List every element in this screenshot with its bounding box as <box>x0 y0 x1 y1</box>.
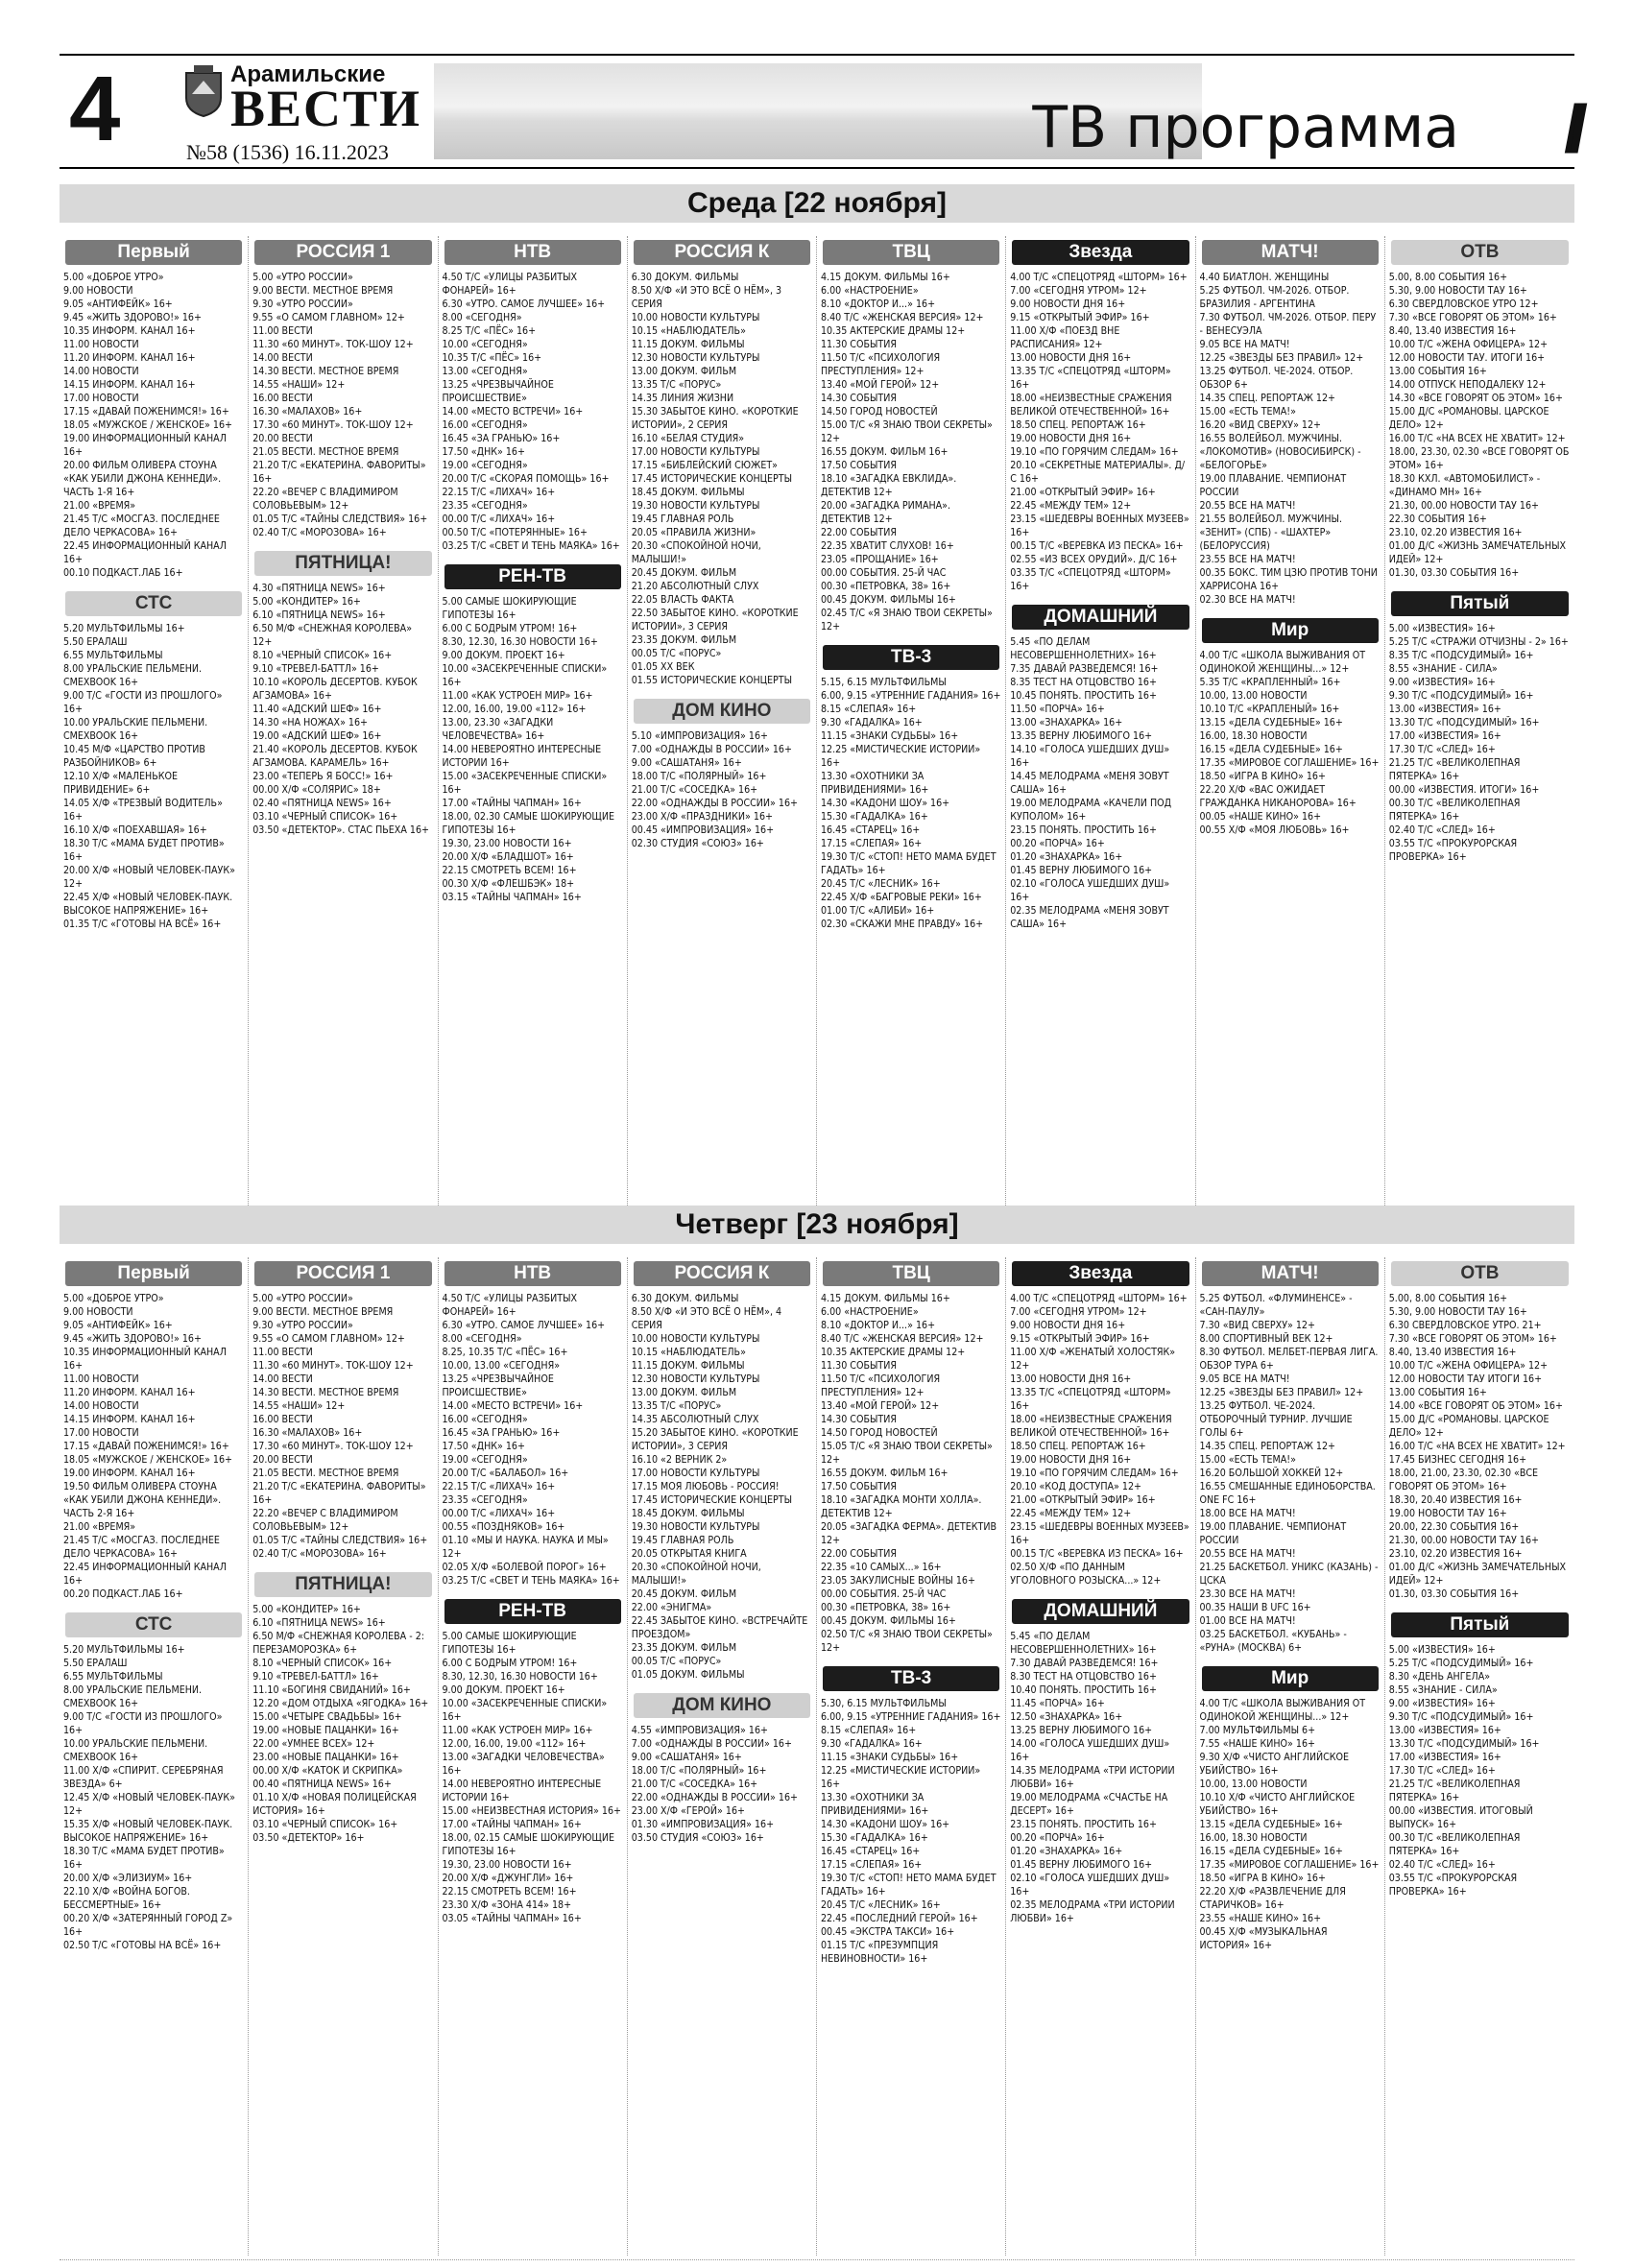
channel-logo-тв-3: ТВ-3 <box>823 1666 999 1691</box>
channel-column <box>1385 1257 1574 2256</box>
block-spacer <box>252 837 433 845</box>
program-listing: 4.15 ДОКУМ. ФИЛЬМЫ 16+ 6.00 «НАСТРОЕНИЕ» 8.10 «ДОКТОР И...» 16+ 8.40 Т/С «ЖЕНСКАЯ ВЕРСИЯ» 12+ 10.35 АКТЕРСКИЕ ДРАМЫ 12+ 11.30 СОБЫТИЯ 11.50 Т/С «ПСИХОЛОГИЯ ПРЕСТУПЛЕНИЯ» 12+ 13.40 «МОЙ ГЕРОЙ» 12+ 14.30 СОБЫТИЯ 14.50 ГОРОД НОВОСТЕЙ 15.00 Т/С «Я ЗНАЮ ТВОИ СЕКРЕТЫ» 12+ 16.55 ДОКУМ. ФИЛЬМ 16+ 17.50 СОБЫТИЯ 18.10 «ЗАГАДКА ЕВКЛИДА». ДЕТЕКТИВ 12+ 20.00 «ЗАГАДКА РИМАНА». ДЕТЕКТИВ 12+ 22.00 СОБЫТИЯ 22.35 ХВАТИТ СЛУХОВ! 16+ 23.05 «ПРОЩАНИЕ» 16+ 00.00 СОБЫТИЯ. 25-Й ЧАС 00.30 «ПЕТРОВКА, 38» 16+ 00.45 ДОКУМ. ФИЛЬМЫ 16+ 02.45 Т/С «Я ЗНАЮ ТВОИ СЕКРЕТЫ» 12+ <box>821 272 993 633</box>
block-spacer <box>252 539 433 547</box>
block-spacer <box>1389 1601 1571 1609</box>
block-spacer <box>443 1588 623 1595</box>
program-listing: 5.45 «ПО ДЕЛАМ НЕСОВЕРШЕННОЛЕТНИХ» 16+ 7.30 ДАВАЙ РАЗВЕДЕМСЯ! 16+ 8.30 ТЕСТ НА ОТЦОВСТВО 16+ 10.40 ПОНЯТЬ. ПРОСТИТЬ 16+ 11.45 «ПОРЧА» 16+ 12.50 «ЗНАХАРКА» 16+ 13.25 ВЕРНУ ЛЮБИМОГО 16+ 14.00 «ГОЛОСА УШЕДШИХ ДУШ» 16+ 14.35 МЕЛОДРАМА «ТРИ ИСТОРИИ ЛЮБВИ» 16+ 19.00 МЕЛОДРАМА «СЧАСТЬЕ НА ДЕСЕРТ» 16+ 23.15 ПОНЯТЬ. ПРОСТИТЬ 16+ 00.20 «ПОРЧА» 16+ 01.20 «ЗНАХАРКА» 16+ 01.45 ВЕРНУ ЛЮБИМОГО 16+ 02.10 «ГОЛОСА УШЕДШИХ ДУШ» 16+ 02.35 МЕЛОДРАМА «ТРИ ИСТОРИИ ЛЮБВИ» 16+ <box>1010 1631 1175 1924</box>
block-spacer <box>63 931 244 939</box>
schedule-grid <box>60 236 1574 1206</box>
paper-logo <box>184 61 463 167</box>
program-listing: 5.20 МУЛЬТФИЛЬМЫ 16+ 5.50 ЕРАЛАШ 6.55 МУЛЬТФИЛЬМЫ 8.00 УРАЛЬСКИЕ ПЕЛЬМЕНИ. СМЕХBOOK 16+ 9.00 Т/С «ГОСТИ ИЗ ПРОШЛОГО» 16+ 10.00 УРАЛЬСКИЕ ПЕЛЬМЕНИ. СМЕХBOOK 16+ 10.45 М/Ф «ЦАРСТВО ПРОТИВ РАЗБОЙНИКОВ» 6+ 12.10 Х/Ф «МАЛЕНЬКОЕ ПРИВИДЕНИЕ» 6+ 14.05 Х/Ф «ТРЕЗВЫЙ ВОДИТЕЛЬ» 16+ 16.10 Х/Ф «ПОЕХАВШАЯ» 16+ 18.30 Т/С «МАМА БУДЕТ ПРОТИВ» 16+ 20.00 Х/Ф «НОВЫЙ ЧЕЛОВЕК-ПАУК» 12+ 22.45 Х/Ф «НОВЫЙ ЧЕЛОВЕК-ПАУК. ВЫСОКОЕ НАПРЯЖЕНИЕ» 16+ 01.35 Т/С «ГОТОВЫ НА ВСЁ» 16+ <box>63 623 235 930</box>
program-listing: 5.00, 8.00 СОБЫТИЯ 16+ 5.30, 9.00 НОВОСТИ ТАУ 16+ 6.30 СВЕРДЛОВСКОЕ УТРО. 21+ 7.30 «ВСЕ ГОВОРЯТ ОБ ЭТОМ» 16+ 8.40, 13.40 ИЗВЕСТИЯ 16+ 10.00 Т/С «ЖЕНА ОФИЦЕРА» 12+ 12.00 НОВОСТИ ТАУ ИТОГИ 16+ 13.00 СОБЫТИЯ 16+ 14.00 «ВСЕ ГОВОРЯТ ОБ ЭТОМ» 16+ 15.00 Д/С «РОМАНОВЫ. ЦАРСКОЕ ДЕЛО» 12+ 16.00 Т/С «НА ВСЕХ НЕ ХВАТИТ» 12+ 17.45 БИЗНЕС СЕГОДНЯ 16+ 18.00, 21.00, 23.30, 02.30 «ВСЕ ГОВОРЯТ ОБ ЭТОМ» 16+ 18.30, 20.40 ИЗВЕСТИЯ 16+ 19.00 НОВОСТИ ТАУ 16+ 20.00, 22.30 СОБЫТИЯ 16+ 21.30, 00.00 НОВОСТИ ТАУ 16+ 23.10, 02.20 ИЗВЕСТИЯ 16+ 01.00 Д/С «ЖИЗНЬ ЗАМЕЧАТЕЛЬНЫХ ИДЕЙ» 12+ 01.30, 03.30 СОБЫТИЯ 16+ <box>1388 1293 1567 1600</box>
program-listing: 4.55 «ИМПРОВИЗАЦИЯ» 16+ 7.00 «ОДНАЖДЫ В РОССИИ» 16+ 9.00 «САШАТАНЯ» 16+ 18.00 Т/С «ПОЛЯРНЫЙ» 16+ 21.00 Т/С «СОСЕДКА» 16+ 22.00 «ОДНАЖДЫ В РОССИИ» 16+ 23.00 Х/Ф «ГЕРОЙ» 16+ 01.30 «ИМПРОВИЗАЦИЯ» 16+ 03.50 СТУДИЯ «СОЮЗ» 16+ <box>631 1725 799 1844</box>
program-listing: 4.30 «ПЯТНИЦА NEWS» 16+ 5.00 «КОНДИТЕР» 16+ 6.10 «ПЯТНИЦА NEWS» 16+ 6.50 М/Ф «СНЕЖНАЯ КОРОЛЕВА» 12+ 8.10 «ЧЕРНЫЙ СПИСОК» 16+ 9.10 «ТРЕВЕЛ-БАТТЛ» 16+ 10.10 «КОРОЛЬ ДЕСЕРТОВ. КУБОК АГЗАМОВА» 16+ 11.40 «АДСКИЙ ШЕФ» 16+ 14.30 «НА НОЖАХ» 16+ 19.00 «АДСКИЙ ШЕФ» 16+ 21.40 «КОРОЛЬ ДЕСЕРТОВ. КУБОК АГЗАМОВА. КАРАМЕЛЬ» 16+ 23.00 «ТЕПЕРЬ Я БОСС!» 16+ 00.00 Х/Ф «СОЛЯРИС» 18+ 02.40 «ПЯТНИЦА NEWS» 16+ 03.10 «ЧЕРНЫЙ СПИСОК» 16+ 03.50 «ДЕТЕКТОР». СТАС ПЬЕХА 16+ <box>252 583 429 836</box>
block-spacer <box>1200 837 1381 845</box>
channel-logo-отв: ОТВ <box>1391 1261 1569 1286</box>
program-listing: 5.00 «УТРО РОССИИ» 9.00 ВЕСТИ. МЕСТНОЕ ВРЕМЯ 9.30 «УТРО РОССИИ» 9.55 «О САМОМ ГЛАВНОМ» 12+ 11.00 ВЕСТИ 11.30 «60 МИНУТ». ТОК-ШОУ 12+ 14.00 ВЕСТИ 14.30 ВЕСТИ. МЕСТНОЕ ВРЕМЯ 14.55 «НАШИ» 12+ 16.00 ВЕСТИ 16.30 «МАЛАХОВ» 16+ 17.30 «60 МИНУТ». ТОК-ШОУ 12+ 20.00 ВЕСТИ 21.05 ВЕСТИ. МЕСТНОЕ ВРЕМЯ 21.20 Т/С «ЕКАТЕРИНА. ФАВОРИТЫ» 16+ 22.20 «ВЕЧЕР С ВЛАДИМИРОМ СОЛОВЬЕВЫМ» 12+ 01.05 Т/С «ТАЙНЫ СЛЕДСТВИЯ» 16+ 02.40 Т/С «МОРОЗОВА» 16+ <box>252 272 428 538</box>
channel-logo-звезда: Звезда <box>1012 240 1189 265</box>
newspaper-page <box>60 54 1574 1965</box>
slashes-decoration: // <box>1564 91 1574 166</box>
channel-logo-тв-3: ТВ-3 <box>823 645 999 670</box>
block-spacer <box>252 1845 433 1852</box>
program-listing: 4.50 Т/С «УЛИЦЫ РАЗБИТЫХ ФОНАРЕЙ» 16+ 6.30 «УТРО. САМОЕ ЛУЧШЕЕ» 16+ 8.00 «СЕГОДНЯ» 8.25 Т/С «ПЁС» 16+ 10.00 «СЕГОДНЯ» 10.35 Т/С «ПЁС» 16+ 13.00 «СЕГОДНЯ» 13.25 «ЧРЕЗВЫЧАЙНОЕ ПРОИСШЕСТВИЕ» 14.00 «МЕСТО ВСТРЕЧИ» 16+ 16.00 «СЕГОДНЯ» 16.45 «ЗА ГРАНЬЮ» 16+ 17.50 «ДНК» 16+ 19.00 «СЕГОДНЯ» 20.00 Т/С «СКОРАЯ ПОМОЩЬ» 16+ 22.15 Т/С «ЛИХАЧ» 16+ 23.35 «СЕГОДНЯ» 00.00 Т/С «ЛИХАЧ» 16+ 00.50 Т/С «ПОТЕРЯННЫЕ» 16+ 03.25 Т/С «СВЕТ И ТЕНЬ МАЯКА» 16+ <box>442 272 620 552</box>
section-title: ТВ программа <box>1032 94 1459 161</box>
block-spacer <box>252 1561 433 1568</box>
day-title: Среда [22 ноября] <box>60 184 1574 223</box>
channel-logo-нтв: НТВ <box>444 240 621 265</box>
channel-column <box>628 1257 817 2256</box>
block-spacer <box>1200 1655 1381 1662</box>
block-spacer <box>63 1952 244 1960</box>
channel-logo-нтв: НТВ <box>444 1261 621 1286</box>
channel-logo-домашний: ДОМАШНИЙ <box>1012 605 1189 630</box>
program-listing: 4.50 Т/С «УЛИЦЫ РАЗБИТЫХ ФОНАРЕЙ» 16+ 6.30 «УТРО. САМОЕ ЛУЧШЕЕ» 16+ 8.00 «СЕГОДНЯ» 8.25, 10.35 Т/С «ПЁС» 16+ 10.00, 13.00 «СЕГОДНЯ» 13.25 «ЧРЕЗВЫЧАЙНОЕ ПРОИСШЕСТВИЕ» 14.00 «МЕСТО ВСТРЕЧИ» 16+ 16.00 «СЕГОДНЯ» 16.45 «ЗА ГРАНЬЮ» 16+ 17.50 «ДНК» 16+ 19.00 «СЕГОДНЯ» 20.00 Т/С «БАЛАБОЛ» 16+ 22.15 Т/С «ЛИХАЧ» 16+ 23.35 «СЕГОДНЯ» 00.00 Т/С «ЛИХАЧ» 16+ 00.55 «ПОЗДНЯКОВ» 16+ 01.10 «МЫ И НАУКА. НАУКА И МЫ» 12+ 02.05 Х/Ф «БОЛЕВОЙ ПОРОГ» 16+ 03.25 Т/С «СВЕТ И ТЕНЬ МАЯКА» 16+ <box>442 1293 620 1587</box>
coat-of-arms-icon <box>184 65 223 117</box>
channel-logo-звезда: Звезда <box>1012 1261 1189 1286</box>
channel-column <box>60 236 249 1206</box>
block-spacer <box>821 1966 1001 1973</box>
block-spacer <box>63 1601 244 1609</box>
program-listing: 5.00 САМЫЕ ШОКИРУЮЩИЕ ГИПОТЕЗЫ 16+ 6.00 С БОДРЫМ УТРОМ! 16+ 8.30, 12.30, 16.30 НОВОСТИ 16+ 9.00 ДОКУМ. ПРОЕКТ 16+ 10.00 «ЗАСЕКРЕЧЕННЫЕ СПИСКИ» 16+ 11.00 «КАК УСТРОЕН МИР» 16+ 12.00, 16.00, 19.00 «112» 16+ 13.00 «ЗАГАДКИ ЧЕЛОВЕЧЕСТВА» 16+ 14.00 НЕВЕРОЯТНО ИНТЕРЕСНЫЕ ИСТОРИИ 16+ 15.00 «НЕИЗВЕСТНАЯ ИСТОРИЯ» 16+ 17.00 «ТАЙНЫ ЧАПМАН» 16+ 18.00, 02.15 САМЫЕ ШОКИРУЮЩИЕ ГИПОТЕЗЫ 16+ 19.30, 23.00 НОВОСТИ 16+ 20.00 Х/Ф «ДЖУНГЛИ» 16+ 22.15 СМОТРЕТЬ ВСЕМ! 16+ 23.30 Х/Ф «ЗОНА 414» 18+ 03.05 «ТАЙНЫ ЧАПМАН» 16+ <box>442 1631 621 1924</box>
block-spacer <box>1389 1898 1571 1906</box>
channel-logo-россия-1: РОССИЯ 1 <box>254 240 431 265</box>
block-spacer <box>1010 1588 1190 1595</box>
block-spacer <box>632 850 812 858</box>
channel-column <box>1196 236 1385 1206</box>
program-listing: 5.00 САМЫЕ ШОКИРУЮЩИЕ ГИПОТЕЗЫ 16+ 6.00 С БОДРЫМ УТРОМ! 16+ 8.30, 12.30, 16.30 НОВОСТИ 16+ 9.00 ДОКУМ. ПРОЕКТ 16+ 10.00 «ЗАСЕКРЕЧЕННЫЕ СПИСКИ» 16+ 11.00 «КАК УСТРОЕН МИР» 16+ 12.00, 16.00, 19.00 «112» 16+ 13.00, 23.30 «ЗАГАДКИ ЧЕЛОВЕЧЕСТВА» 16+ 14.00 НЕВЕРОЯТНО ИНТЕРЕСНЫЕ ИСТОРИИ 16+ 15.00 «ЗАСЕКРЕЧЕННЫЕ СПИСКИ» 16+ 17.00 «ТАЙНЫ ЧАПМАН» 16+ 18.00, 02.30 САМЫЕ ШОКИРУЮЩИЕ ГИПОТЕЗЫ 16+ 19.30, 23.00 НОВОСТИ 16+ 20.00 Х/Ф «БЛАДШОТ» 16+ 22.15 СМОТРЕТЬ ВСЕМ! 16+ 00.30 Х/Ф «ФЛЕШБЭК» 18+ 03.15 «ТАЙНЫ ЧАПМАН» 16+ <box>442 596 614 903</box>
block-spacer <box>1010 593 1190 601</box>
channel-logo-дом-кино: ДОМ КИНО <box>634 1693 810 1718</box>
block-spacer <box>1010 931 1190 939</box>
channel-column <box>817 1257 1006 2256</box>
channel-column <box>249 1257 438 2256</box>
program-listing: 5.20 МУЛЬТФИЛЬМЫ 16+ 5.50 ЕРАЛАШ 6.55 МУЛЬТФИЛЬМЫ 8.00 УРАЛЬСКИЕ ПЕЛЬМЕНИ. СМЕХBOOK 16+ 9.00 Т/С «ГОСТИ ИЗ ПРОШЛОГО» 16+ 10.00 УРАЛЬСКИЕ ПЕЛЬМЕНИ. СМЕХBOOK 16+ 11.00 Х/Ф «СПИРИТ. СЕРЕБРЯНАЯ ЗВЕЗДА» 6+ 12.45 Х/Ф «НОВЫЙ ЧЕЛОВЕК-ПАУК» 12+ 15.35 Х/Ф «НОВЫЙ ЧЕЛОВЕК-ПАУК. ВЫСОКОЕ НАПРЯЖЕНИЕ» 16+ 18.30 Т/С «МАМА БУДЕТ ПРОТИВ» 16+ 20.00 Х/Ф «ЭЛИЗИУМ» 16+ 22.10 Х/Ф «ВОЙНА БОГОВ. БЕССМЕРТНЫЕ» 16+ 00.20 Х/Ф «ЗАТЕРЯННЫЙ ГОРОД Z» 16+ 02.50 Т/С «ГОТОВЫ НА ВСЁ» 16+ <box>63 1644 235 1951</box>
block-spacer <box>821 633 1001 641</box>
program-listing: 4.00 Т/С «СПЕЦОТРЯД «ШТОРМ» 16+ 7.00 «СЕГОДНЯ УТРОМ» 12+ 9.00 НОВОСТИ ДНЯ 16+ 9.15 «ОТКРЫТЫЙ ЭФИР» 16+ 11.00 Х/Ф «ЖЕНАТЫЙ ХОЛОСТЯК» 12+ 13.00 НОВОСТИ ДНЯ 16+ 13.35 Т/С «СПЕЦОТРЯД «ШТОРМ» 16+ 18.00 «НЕИЗВЕСТНЫЕ СРАЖЕНИЯ ВЕЛИКОЙ ОТЕЧЕСТВЕННОЙ» 16+ 18.50 СПЕЦ. РЕПОРТАЖ 16+ 19.00 НОВОСТИ ДНЯ 16+ 19.10 «ПО ГОРЯЧИМ СЛЕДАМ» 16+ 20.10 «КОД ДОСТУПА» 12+ 21.00 «ОТКРЫТЫЙ ЭФИР» 16+ 22.45 «МЕЖДУ ТЕМ» 12+ 23.15 «ШЕДЕВРЫ ВОЕННЫХ МУЗЕЕВ» 16+ 00.15 Т/С «ВЕРЕВКА ИЗ ПЕСКА» 16+ 02.50 Х/Ф «ПО ДАННЫМ УГОЛОВНОГО РОЗЫСКА...» 12+ <box>1010 1293 1189 1587</box>
program-listing: 4.00 Т/С «СПЕЦОТРЯД «ШТОРМ» 16+ 7.00 «СЕГОДНЯ УТРОМ» 12+ 9.00 НОВОСТИ ДНЯ 16+ 9.15 «ОТКРЫТЫЙ ЭФИР» 16+ 11.00 Х/Ф «ПОЕЗД ВНЕ РАСПИСАНИЯ» 12+ 13.00 НОВОСТИ ДНЯ 16+ 13.35 Т/С «СПЕЦОТРЯД «ШТОРМ» 16+ 18.00 «НЕИЗВЕСТНЫЕ СРАЖЕНИЯ ВЕЛИКОЙ ОТЕЧЕСТВЕННОЙ» 16+ 18.50 СПЕЦ. РЕПОРТАЖ 16+ 19.00 НОВОСТИ ДНЯ 16+ 19.10 «ПО ГОРЯЧИМ СЛЕДАМ» 16+ 20.10 «СЕКРЕТНЫЕ МАТЕРИАЛЫ». Д/С 16+ 21.00 «ОТКРЫТЫЙ ЭФИР» 16+ 22.45 «МЕЖДУ ТЕМ» 12+ 23.15 «ШЕДЕВРЫ ВОЕННЫХ МУЗЕЕВ» 16+ 00.15 Т/С «ВЕРЕВКА ИЗ ПЕСКА» 16+ 02.55 «ИЗ ВСЕХ ОРУДИЙ». Д/С 16+ 03.35 Т/С «СПЕЦОТРЯД «ШТОРМ» 16+ <box>1010 272 1189 592</box>
program-listing: 5.00 «ИЗВЕСТИЯ» 16+ 5.25 Т/С «ПОДСУДИМЫЙ» 16+ 8.30 «ДЕНЬ АНГЕЛА» 8.55 «ЗНАНИЕ - СИЛА» 9.00 «ИЗВЕСТИЯ» 16+ 9.30 Т/С «ПОДСУДИМЫЙ» 16+ 13.00 «ИЗВЕСТИЯ» 16+ 13.30 Т/С «ПОДСУДИМЫЙ» 16+ 17.00 «ИЗВЕСТИЯ» 16+ 17.30 Т/С «СЛЕД» 16+ 21.25 Т/С «ВЕЛИКОЛЕПНАЯ ПЯТЕРКА» 16+ 00.00 «ИЗВЕСТИЯ. ИТОГОВЫЙ ВЫПУСК» 16+ 00.30 Т/С «ВЕЛИКОЛЕПНАЯ ПЯТЕРКА» 16+ 02.40 Т/С «СЛЕД» 16+ 03.55 Т/С «ПРОКУРОРСКАЯ ПРОВЕРКА» 16+ <box>1388 1644 1540 1898</box>
program-listing: 6.30 ДОКУМ. ФИЛЬМЫ 8.50 Х/Ф «И ЭТО ВСЁ О НЁМ», 3 СЕРИЯ 10.00 НОВОСТИ КУЛЬТУРЫ 10.15 «НАБЛЮДАТЕЛЬ» 11.15 ДОКУМ. ФИЛЬМЫ 12.30 НОВОСТИ КУЛЬТУРЫ 13.00 ДОКУМ. ФИЛЬМ 13.35 Т/С «ПОРУС» 14.35 ЛИНИЯ ЖИЗНИ 15.30 ЗАБЫТОЕ КИНО. «КОРОТКИЕ ИСТОРИИ», 2 СЕРИЯ 16.10 «БЕЛАЯ СТУДИЯ» 17.00 НОВОСТИ КУЛЬТУРЫ 17.15 «БИБЛЕЙСКИЙ СЮЖЕТ» 17.45 ИСТОРИЧЕСКИЕ КОНЦЕРТЫ 18.45 ДОКУМ. ФИЛЬМЫ 19.30 НОВОСТИ КУЛЬТУРЫ 19.45 ГЛАВНАЯ РОЛЬ 20.05 «ПРАВИЛА ЖИЗНИ» 20.30 «СПОКОЙНОЙ НОЧИ, МАЛЫШИ!» 20.45 ДОКУМ. ФИЛЬМ 21.20 АБСОЛЮТНЫЙ СЛУХ 22.05 ВЛАСТЬ ФАКТА 22.50 ЗАБЫТОЕ КИНО. «КОРОТКИЕ ИСТОРИИ», 3 СЕРИЯ 23.35 ДОКУМ. ФИЛЬМ 00.05 Т/С «ПОРУС» 01.05 ХХ ВЕК 01.55 ИСТОРИЧЕСКИЕ КОНЦЕРТЫ <box>631 272 799 686</box>
block-spacer <box>821 931 1001 939</box>
program-listing: 6.30 ДОКУМ. ФИЛЬМЫ 8.50 Х/Ф «И ЭТО ВСЁ О НЁМ», 4 СЕРИЯ 10.00 НОВОСТИ КУЛЬТУРЫ 10.15 «НАБЛЮДАТЕЛЬ» 11.15 ДОКУМ. ФИЛЬМЫ 12.30 НОВОСТИ КУЛЬТУРЫ 13.00 ДОКУМ. ФИЛЬМ 13.35 Т/С «ПОРУС» 14.35 АБСОЛЮТНЫЙ СЛУХ 15.20 ЗАБЫТОЕ КИНО. «КОРОТКИЕ ИСТОРИИ», 3 СЕРИЯ 16.10 «2 ВЕРНИК 2» 17.00 НОВОСТИ КУЛЬТУРЫ 17.15 МОЯ ЛЮБОВЬ - РОССИЯ! 17.45 ИСТОРИЧЕСКИЕ КОНЦЕРТЫ 18.45 ДОКУМ. ФИЛЬМЫ 19.30 НОВОСТИ КУЛЬТУРЫ 19.45 ГЛАВНАЯ РОЛЬ 20.05 ОТКРЫТАЯ КНИГА 20.30 «СПОКОЙНОЙ НОЧИ, МАЛЫШИ!» 20.45 ДОКУМ. ФИЛЬМ 22.00 «ЭНИГМА» 22.45 ЗАБЫТОЕ КИНО. «ВСТРЕЧАЙТЕ ПРОЕЗДОМ» 23.35 ДОКУМ. ФИЛЬМ 00.05 Т/С «ПОРУС» 01.05 ДОКУМ. ФИЛЬМЫ <box>631 1293 808 1681</box>
block-spacer <box>443 904 623 912</box>
channel-logo-пятый: Пятый <box>1391 591 1569 616</box>
block-spacer <box>1010 1925 1190 1933</box>
channel-column <box>1196 1257 1385 2256</box>
channel-logo-рен-тв: РЕН-ТВ <box>444 564 621 589</box>
paper-name-top: Арамильские <box>230 61 386 87</box>
channel-logo-матч: МАТЧ! <box>1202 240 1379 265</box>
day-title: Четверг [23 ноября] <box>60 1206 1574 1244</box>
channel-column <box>817 236 1006 1206</box>
header-bottom-rule <box>60 167 1574 169</box>
channel-logo-стс: СТС <box>65 591 242 616</box>
program-listing: 5.00 «ДОБРОЕ УТРО» 9.00 НОВОСТИ 9.05 «АНТИФЕЙК» 16+ 9.45 «ЖИТЬ ЗДОРОВО!» 16+ 10.35 ИНФОРМАЦИОННЫЙ КАНАЛ 16+ 11.00 НОВОСТИ 11.20 ИНФОРМ. КАНАЛ 16+ 14.00 НОВОСТИ 14.15 ИНФОРМ. КАНАЛ 16+ 17.00 НОВОСТИ 17.15 «ДАВАЙ ПОЖЕНИМСЯ!» 16+ 18.05 «МУЖСКОЕ / ЖЕНСКОЕ» 16+ 19.00 ИНФОРМ. КАНАЛ 16+ 19.50 ФИЛЬМ ОЛИВЕРА СТОУНА «КАК УБИЛИ ДЖОНА КЕННЕДИ». ЧАСТЬ 2-Я 16+ 21.00 «ВРЕМЯ» 21.45 Т/С «МОСГАЗ. ПОСЛЕДНЕЕ ДЕЛО ЧЕРКАСОВА» 16+ 22.45 ИНФОРМАЦИОННЫЙ КАНАЛ 16+ 00.20 ПОДКАСТ.ЛАБ 16+ <box>63 1293 233 1600</box>
channel-logo-твц: ТВЦ <box>823 240 999 265</box>
program-listing: 5.15, 6.15 МУЛЬТФИЛЬМЫ 6.00, 9.15 «УТРЕННИЕ ГАДАНИЯ» 16+ 8.15 «СЛЕПАЯ» 16+ 9.30 «ГАДАЛКА» 16+ 11.15 «ЗНАКИ СУДЬБЫ» 16+ 12.25 «МИСТИЧЕСКИЕ ИСТОРИИ» 16+ 13.30 «ОХОТНИКИ ЗА ПРИВИДЕНИЯМИ» 16+ 14.30 «КАДОНИ ШОУ» 16+ 15.30 «ГАДАЛКА» 16+ 16.45 «СТАРЕЦ» 16+ 17.15 «СЛЕПАЯ» 16+ 19.30 Т/С «СТОП! НЕТО МАМА БУДЕТ ГАДАТЬ» 16+ 20.45 Т/С «ЛЕСНИК» 16+ 22.45 Х/Ф «БАГРОВЫЕ РЕКИ» 16+ 01.00 Т/С «АЛИБИ» 16+ 02.30 «СКАЖИ МНЕ ПРАВДУ» 16+ <box>821 677 1001 930</box>
program-listing: 4.00 Т/С «ШКОЛА ВЫЖИВАНИЯ ОТ ОДИНОКОЙ ЖЕНЩИНЫ...» 12+ 5.35 Т/С «КРАПЛЕННЫЙ» 16+ 10.00, 13.00 НОВОСТИ 10.10 Т/С «КРАПЛЕНЫЙ» 16+ 13.15 «ДЕЛА СУДЕБНЫЕ» 16+ 16.00, 18.30 НОВОСТИ 16.15 «ДЕЛА СУДЕБНЫЕ» 16+ 17.35 «МИРОВОЕ СОГЛАШЕНИЕ» 16+ 18.50 «ИГРА В КИНО» 16+ 22.20 Х/Ф «ВАС ОЖИДАЕТ ГРАЖДАНКА НИКАНОРОВА» 16+ 00.05 «НАШЕ КИНО» 16+ 00.55 Х/Ф «МОЯ ЛЮБОВЬ» 16+ <box>1199 650 1380 836</box>
channel-logo-дом-кино: ДОМ КИНО <box>634 699 810 724</box>
block-spacer <box>1389 580 1571 587</box>
channel-column <box>439 236 628 1206</box>
program-listing: 5.00, 8.00 СОБЫТИЯ 16+ 5.30, 9.00 НОВОСТИ ТАУ 16+ 6.30 СВЕРДЛОВСКОЕ УТРО 12+ 7.30 «ВСЕ ГОВОРЯТ ОБ ЭТОМ» 16+ 8.40, 13.40 ИЗВЕСТИЯ 16+ 10.00 Т/С «ЖЕНА ОФИЦЕРА» 12+ 12.00 НОВОСТИ ТАУ. ИТОГИ 16+ 13.00 СОБЫТИЯ 16+ 14.00 ОТПУСК НЕПОДАЛЕКУ 12+ 14.30 «ВСЕ ГОВОРЯТ ОБ ЭТОМ» 16+ 15.00 Д/С «РОМАНОВЫ. ЦАРСКОЕ ДЕЛО» 12+ 16.00 Т/С «НА ВСЕХ НЕ ХВАТИТ» 12+ 18.00, 23.30, 02.30 «ВСЕ ГОВОРЯТ ОБ ЭТОМ» 16+ 18.30 КХЛ. «АВТОМОБИЛИСТ» - «ДИНАМО МН» 16+ 21.30, 00.00 НОВОСТИ ТАУ 16+ 22.30 СОБЫТИЯ 16+ 23.10, 02.20 ИЗВЕСТИЯ 16+ 01.00 Д/С «ЖИЗНЬ ЗАМЕЧАТЕЛЬНЫХ ИДЕЙ» 12+ 01.30, 03.30 СОБЫТИЯ 16+ <box>1388 272 1570 579</box>
block-spacer <box>443 553 623 561</box>
channel-column <box>628 236 817 1206</box>
program-listing: 4.15 ДОКУМ. ФИЛЬМЫ 16+ 6.00 «НАСТРОЕНИЕ» 8.10 «ДОКТОР И...» 16+ 8.40 Т/С «ЖЕНСКАЯ ВЕРСИЯ» 12+ 10.35 АКТЕРСКИЕ ДРАМЫ 12+ 11.30 СОБЫТИЯ 11.50 Т/С «ПСИХОЛОГИЯ ПРЕСТУПЛЕНИЯ» 12+ 13.40 «МОЙ ГЕРОЙ» 12+ 14.30 СОБЫТИЯ 14.50 ГОРОД НОВОСТЕЙ 15.05 Т/С «Я ЗНАЮ ТВОИ СЕКРЕТЫ» 12+ 16.55 ДОКУМ. ФИЛЬМ 16+ 17.50 СОБЫТИЯ 18.10 «ЗАГАДКА МОНТИ ХОЛЛА». ДЕТЕКТИВ 12+ 20.05 «ЗАГАДКА ФЕРМА». ДЕТЕКТИВ 12+ 22.00 СОБЫТИЯ 22.35 «10 САМЫХ...» 16+ 23.05 ЗАКУЛИСНЫЕ ВОЙНЫ 16+ 00.00 СОБЫТИЯ. 25-Й ЧАС 00.30 «ПЕТРОВКА, 38» 16+ 00.45 ДОКУМ. ФИЛЬМЫ 16+ 02.50 Т/С «Я ЗНАЮ ТВОИ СЕКРЕТЫ» 12+ <box>821 1293 997 1654</box>
channel-logo-первый: Первый <box>65 1261 242 1286</box>
issue-info: №58 (1536) 16.11.2023 <box>186 140 389 164</box>
program-listing: 5.00 «ИЗВЕСТИЯ» 16+ 5.25 Т/С «СТРАЖИ ОТЧИЗНЫ - 2» 16+ 8.35 Т/С «ПОДСУДИМЫЙ» 16+ 8.55 «ЗНАНИЕ - СИЛА» 9.00 «ИЗВЕСТИЯ» 16+ 9.30 Т/С «ПОДСУДИМЫЙ» 16+ 13.00 «ИЗВЕСТИЯ» 16+ 13.30 Т/С «ПОДСУДИМЫЙ» 16+ 17.00 «ИЗВЕСТИЯ» 16+ 17.30 Т/С «СЛЕД» 16+ 21.25 Т/С «ВЕЛИКОЛЕПНАЯ ПЯТЕРКА» 16+ 00.00 «ИЗВЕСТИЯ. ИТОГИ» 16+ 00.30 Т/С «ВЕЛИКОЛЕПНАЯ ПЯТЕРКА» 16+ 02.40 Т/С «СЛЕД» 16+ 03.55 Т/С «ПРОКУРОРСКАЯ ПРОВЕРКА» 16+ <box>1388 623 1569 863</box>
channel-logo-мир: Мир <box>1202 618 1379 643</box>
channel-logo-рен-тв: РЕН-ТВ <box>444 1599 621 1624</box>
channel-logo-первый: Первый <box>65 240 242 265</box>
block-spacer <box>63 580 244 587</box>
program-listing: 5.25 ФУТБОЛ. «ФЛУМИНЕНСЕ» - «САН-ПАУЛУ» 7.30 «ВИД СВЕРХУ» 12+ 8.00 СПОРТИВНЫЙ ВЕК 12+ 8.30 ФУТБОЛ. МЕЛБЕТ-ПЕРВАЯ ЛИГА. ОБЗОР ТУРА 6+ 9.05 ВСЕ НА МАТЧ! 12.25 «ЗВЕЗДЫ БЕЗ ПРАВИЛ» 12+ 13.25 ФУТБОЛ. ЧЕ-2024. ОТБОРОЧНЫЙ ТУРНИР. ЛУЧШИЕ ГОЛЫ 6+ 14.35 СПЕЦ. РЕПОРТАЖ 12+ 15.00 «ЕСТЬ ТЕМА!» 16.20 БОЛЬШОЙ ХОККЕЙ 12+ 16.55 СМЕШАННЫЕ ЕДИНОБОРСТВА. ONE FC 16+ 18.00 ВСЕ НА МАТЧ! 19.00 ПЛАВАНИЕ. ЧЕМПИОНАТ РОССИИ 20.55 ВСЕ НА МАТЧ! 21.25 БАСКЕТБОЛ. УНИКС (КАЗАНЬ) - ЦСКА 23.30 ВСЕ НА МАТЧ! 00.35 НАШИ В UFC 16+ 01.00 ВСЕ НА МАТЧ! 03.25 БАСКЕТБОЛ. «КУБАНЬ» - «РУНА» (МОСКВА) 6+ <box>1199 1293 1379 1654</box>
channel-column <box>60 1257 249 2256</box>
schedule-grid <box>60 1257 1574 2256</box>
channel-logo-пятый: Пятый <box>1391 1612 1569 1637</box>
block-spacer <box>632 1682 812 1689</box>
channel-logo-мир: Мир <box>1202 1666 1379 1691</box>
program-listing: 5.45 «ПО ДЕЛАМ НЕСОВЕРШЕННОЛЕТНИХ» 16+ 7.35 ДАВАЙ РАЗВЕДЕМСЯ! 16+ 8.35 ТЕСТ НА ОТЦОВСТВО 16+ 10.45 ПОНЯТЬ. ПРОСТИТЬ 16+ 11.50 «ПОРЧА» 16+ 13.00 «ЗНАХАРКА» 16+ 13.35 ВЕРНУ ЛЮБИМОГО 16+ 14.10 «ГОЛОСА УШЕДШИХ ДУШ» 16+ 14.45 МЕЛОДРАМА «МЕНЯ ЗОВУТ САША» 16+ 19.00 МЕЛОДРАМА «КАЧЕЛИ ПОД КУПОЛОМ» 16+ 23.15 ПОНЯТЬ. ПРОСТИТЬ 16+ 00.20 «ПОРЧА» 16+ 01.20 «ЗНАХАРКА» 16+ 01.45 ВЕРНУ ЛЮБИМОГО 16+ 02.10 «ГОЛОСА УШЕДШИХ ДУШ» 16+ 02.35 МЕЛОДРАМА «МЕНЯ ЗОВУТ САША» 16+ <box>1010 636 1172 930</box>
block-spacer <box>1200 1952 1381 1960</box>
channel-column <box>1385 236 1574 1206</box>
block-spacer <box>443 1925 623 1933</box>
channel-logo-твц: ТВЦ <box>823 1261 999 1286</box>
top-rule <box>60 54 1574 56</box>
program-listing: 4.00 Т/С «ШКОЛА ВЫЖИВАНИЯ ОТ ОДИНОКОЙ ЖЕНЩИНЫ...» 12+ 7.00 МУЛЬТФИЛЬМЫ 6+ 7.55 «НАШЕ КИНО» 16+ 9.30 Х/Ф «ЧИСТО АНГЛИЙСКОЕ УБИЙСТВО» 16+ 10.00, 13.00 НОВОСТИ 10.10 Х/Ф «ЧИСТО АНГЛИЙСКОЕ УБИЙСТВО» 16+ 13.15 «ДЕЛА СУДЕБНЫЕ» 16+ 16.00, 18.30 НОВОСТИ 16.15 «ДЕЛА СУДЕБНЫЕ» 16+ 17.35 «МИРОВОЕ СОГЛАШЕНИЕ» 16+ 18.50 «ИГРА В КИНО» 16+ 22.20 Х/Ф «РАЗВЛЕЧЕНИЕ ДЛЯ СТАРИЧКОВ» 16+ 23.55 «НАШЕ КИНО» 16+ 00.45 Х/Ф «МУЗЫКАЛЬНАЯ ИСТОРИЯ» 16+ <box>1199 1698 1380 1951</box>
program-listing: 5.00 «УТРО РОССИИ» 9.00 ВЕСТИ. МЕСТНОЕ ВРЕМЯ 9.30 «УТРО РОССИИ» 9.55 «О САМОМ ГЛАВНОМ» 12+ 11.00 ВЕСТИ 11.30 «60 МИНУТ». ТОК-ШОУ 12+ 14.00 ВЕСТИ 14.30 ВЕСТИ. МЕСТНОЕ ВРЕМЯ 14.55 «НАШИ» 12+ 16.00 ВЕСТИ 16.30 «МАЛАХОВ» 16+ 17.30 «60 МИНУТ». ТОК-ШОУ 12+ 20.00 ВЕСТИ 21.05 ВЕСТИ. МЕСТНОЕ ВРЕМЯ 21.20 Т/С «ЕКАТЕРИНА. ФАВОРИТЫ» 16+ 22.20 «ВЕЧЕР С ВЛАДИМИРОМ СОЛОВЬЕВЫМ» 12+ 01.05 Т/С «ТАЙНЫ СЛЕДСТВИЯ» 16+ 02.40 Т/С «МОРОЗОВА» 16+ <box>252 1293 428 1560</box>
block-spacer <box>1389 864 1571 871</box>
channel-logo-россия-1: РОССИЯ 1 <box>254 1261 431 1286</box>
channel-logo-домашний: ДОМАШНИЙ <box>1012 1599 1189 1624</box>
channel-logo-матч: МАТЧ! <box>1202 1261 1379 1286</box>
program-listing: 5.30, 6.15 МУЛЬТФИЛЬМЫ 6.00, 9.15 «УТРЕННИЕ ГАДАНИЯ» 16+ 8.15 «СЛЕПАЯ» 16+ 9.30 «ГАДАЛКА» 16+ 11.15 «ЗНАКИ СУДЬБЫ» 16+ 12.25 «МИСТИЧЕСКИЕ ИСТОРИИ» 16+ 13.30 «ОХОТНИКИ ЗА ПРИВИДЕНИЯМИ» 16+ 14.30 «КАДОНИ ШОУ» 16+ 15.30 «ГАДАЛКА» 16+ 16.45 «СТАРЕЦ» 16+ 17.15 «СЛЕПАЯ» 16+ 19.30 Т/С «СТОП! НЕТО МАМА БУДЕТ ГАДАТЬ» 16+ 20.45 Т/С «ЛЕСНИК» 16+ 22.45 «ПОСЛЕДНИЙ ГЕРОЙ» 16+ 00.45 «ЭКСТРА ТАКСИ» 16+ 01.15 Т/С «ПРЕЗУМПЦИЯ НЕВИНОВНОСТИ» 16+ <box>821 1698 1001 1965</box>
channel-logo-пятница: ПЯТНИЦА! <box>254 551 431 576</box>
paper-name-main: ВЕСТИ <box>230 80 422 137</box>
program-listing: 4.40 БИАТЛОН. ЖЕНЩИНЫ 5.25 ФУТБОЛ. ЧМ-2026. ОТБОР. БРАЗИЛИЯ - АРГЕНТИНА 7.30 ФУТБОЛ. ЧМ-2026. ОТБОР. ПЕРУ - ВЕНЕСУЭЛА 9.05 ВСЕ НА МАТЧ! 12.25 «ЗВЕЗДЫ БЕЗ ПРАВИЛ» 12+ 13.25 ФУТБОЛ. ЧЕ-2024. ОТБОР. ОБЗОР 6+ 14.35 СПЕЦ. РЕПОРТАЖ 12+ 15.00 «ЕСТЬ ТЕМА!» 16.20 «ВИД СВЕРХУ» 12+ 16.55 ВОЛЕЙБОЛ. МУЖЧИНЫ. «ЛОКОМОТИВ» (НОВОСИБИРСК) - «БЕЛОГОРЬЕ» 19.00 ПЛАВАНИЕ. ЧЕМПИОНАТ РОССИИ 20.55 ВСЕ НА МАТЧ! 21.55 ВОЛЕЙБОЛ. МУЖЧИНЫ. «ЗЕНИТ» (СПБ) - «ШАХТЕР» (БЕЛОРУССИЯ) 23.55 ВСЕ НА МАТЧ! 00.35 БОКС. ТИМ ЦЗЮ ПРОТИВ ТОНИ ХАРРИСОНА 16+ 02.30 ВСЕ НА МАТЧ! <box>1199 272 1378 606</box>
block-spacer <box>632 1845 812 1852</box>
block-spacer <box>1200 607 1381 614</box>
channel-logo-россия-к: РОССИЯ К <box>634 1261 810 1286</box>
bottom-rule <box>60 2259 1574 2260</box>
channel-column <box>1006 236 1195 1206</box>
channel-column <box>1006 1257 1195 2256</box>
program-listing: 5.00 «КОНДИТЕР» 16+ 6.10 «ПЯТНИЦА NEWS» 16+ 6.50 М/Ф «СНЕЖНАЯ КОРОЛЕВА - 2: ПЕРЕЗАМОРОЗКА» 6+ 8.10 «ЧЕРНЫЙ СПИСОК» 16+ 9.10 «ТРЕВЕЛ-БАТТЛ» 16+ 11.10 «БОГИНЯ СВИДАНИЙ» 16+ 12.20 «ДОМ ОТДЫХА «ЯГОДКА» 16+ 15.00 «ЧЕТЫРЕ СВАДЬБЫ» 16+ 19.00 «НОВЫЕ ПАЦАНКИ» 16+ 22.00 «УМНЕЕ ВСЕХ» 12+ 23.00 «НОВЫЕ ПАЦАНКИ» 16+ 00.00 Х/Ф «КАТОК И СКРИПКА» 00.40 «ПЯТНИЦА NEWS» 16+ 01.10 Х/Ф «НОВАЯ ПОЛИЦЕЙСКАЯ ИСТОРИЯ» 16+ 03.10 «ЧЕРНЫЙ СПИСОК» 16+ 03.50 «ДЕТЕКТОР» 16+ <box>252 1604 429 1844</box>
page-number: 4 <box>69 58 121 160</box>
channel-logo-отв: ОТВ <box>1391 240 1569 265</box>
channel-column <box>439 1257 628 2256</box>
channel-logo-стс: СТС <box>65 1612 242 1637</box>
block-spacer <box>632 687 812 695</box>
masthead <box>60 54 1574 169</box>
channel-column <box>249 236 438 1206</box>
channel-logo-россия-к: РОССИЯ К <box>634 240 810 265</box>
program-listing: 5.00 «ДОБРОЕ УТРО» 9.00 НОВОСТИ 9.05 «АНТИФЕЙК» 16+ 9.45 «ЖИТЬ ЗДОРОВО!» 16+ 10.35 ИНФОРМ. КАНАЛ 16+ 11.00 НОВОСТИ 11.20 ИНФОРМ. КАНАЛ 16+ 14.00 НОВОСТИ 14.15 ИНФОРМ. КАНАЛ 16+ 17.00 НОВОСТИ 17.15 «ДАВАЙ ПОЖЕНИМСЯ!» 16+ 18.05 «МУЖСКОЕ / ЖЕНСКОЕ» 16+ 19.00 ИНФОРМАЦИОННЫЙ КАНАЛ 16+ 20.00 ФИЛЬМ ОЛИВЕРА СТОУНА «КАК УБИЛИ ДЖОНА КЕННЕДИ». ЧАСТЬ 1-Я 16+ 21.00 «ВРЕМЯ» 21.45 Т/С «МОСГАЗ. ПОСЛЕДНЕЕ ДЕЛО ЧЕРКАСОВА» 16+ 22.45 ИНФОРМАЦИОННЫЙ КАНАЛ 16+ 00.10 ПОДКАСТ.ЛАБ 16+ <box>63 272 233 579</box>
channel-logo-пятница: ПЯТНИЦА! <box>254 1572 431 1597</box>
block-spacer <box>821 1655 1001 1662</box>
program-listing: 5.10 «ИМПРОВИЗАЦИЯ» 16+ 7.00 «ОДНАЖДЫ В РОССИИ» 16+ 9.00 «САШАТАНЯ» 16+ 18.00 Т/С «ПОЛЯРНЫЙ» 16+ 21.00 Т/С «СОСЕДКА» 16+ 22.00 «ОДНАЖДЫ В РОССИИ» 16+ 23.00 Х/Ф «ПРАЗДНИКИ» 16+ 00.45 «ИМПРОВИЗАЦИЯ» 16+ 02.30 СТУДИЯ «СОЮЗ» 16+ <box>631 730 799 849</box>
